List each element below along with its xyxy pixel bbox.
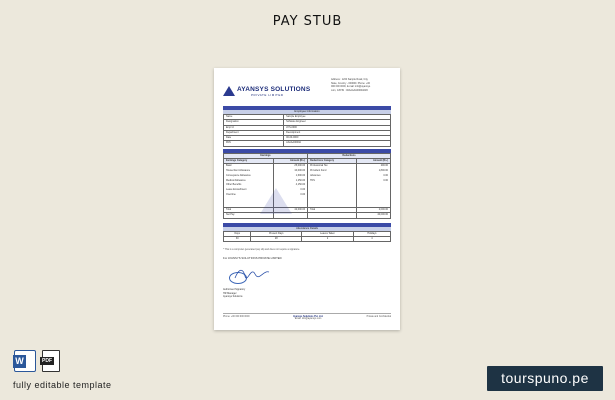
pdf-file-icon bbox=[42, 350, 60, 372]
earning-amount: 1,600.00 bbox=[274, 173, 308, 178]
field-label: Emp Id bbox=[224, 125, 284, 130]
total-label: Total bbox=[224, 207, 274, 212]
signatory-line: HR Manager bbox=[223, 291, 237, 295]
earning-label: Medical Allowance bbox=[224, 178, 274, 183]
total-label: Total bbox=[308, 207, 357, 212]
page-title: PAY STUB bbox=[272, 14, 343, 29]
deduction-label: Advances bbox=[308, 173, 357, 178]
net-pay-row bbox=[224, 213, 391, 218]
attendance-value: 30 bbox=[224, 236, 251, 241]
watermark-icon bbox=[260, 188, 292, 214]
earnings-header: Earnings bbox=[224, 153, 308, 158]
net-pay-value: 40,000.00 bbox=[357, 213, 391, 218]
earning-amount: 0.00 bbox=[274, 188, 308, 193]
address-line: Address : 1234 Sample Road, City, bbox=[331, 78, 369, 81]
address-line: com, GSTIN : 00AAAAA0000A0Z0 bbox=[331, 88, 368, 92]
attendance-section-title: Attendance Details bbox=[223, 227, 391, 231]
attendance-value: 28 bbox=[251, 236, 302, 241]
address-line: 000 000 0000, E-mail: info@ayansys. bbox=[331, 85, 371, 89]
table-row bbox=[224, 236, 391, 241]
deduction-amount: 0.00 bbox=[357, 178, 391, 183]
company-subtitle: PRIVATE LIMITED bbox=[251, 92, 284, 97]
field-value: AAAAA0000A bbox=[284, 141, 391, 146]
total-deductions: 2,000.00 bbox=[357, 207, 391, 212]
address-line: State, Country - 000000. Phone: +00 bbox=[331, 81, 371, 85]
field-value: Software Engineer bbox=[284, 120, 391, 125]
earning-label: House Rent Allowance bbox=[224, 169, 274, 174]
computer-generated-note: * This is a computer generated pay slip and does not require a signature. bbox=[223, 248, 301, 252]
field-value: 00-00-0000 bbox=[284, 136, 391, 141]
deductions-header: Deductions bbox=[308, 153, 391, 158]
footer-company-name: Ayansys Solutions Pvt. Ltd. bbox=[292, 316, 324, 318]
earning-amount: 25,000.00 bbox=[274, 164, 308, 169]
employee-table bbox=[223, 114, 391, 147]
column-header: Amount (Rs.) bbox=[357, 159, 391, 164]
earning-amount: 4,150.00 bbox=[274, 183, 308, 188]
field-value: AYS-0000 bbox=[284, 125, 391, 130]
signatory-line: Ayansys Solutions bbox=[223, 294, 243, 298]
earning-amount: 10,000.00 bbox=[274, 169, 308, 174]
logo-triangle-icon bbox=[223, 86, 235, 96]
footer-phone: Phone: +00 000 000 0000 bbox=[223, 316, 250, 318]
net-pay-label: Net Pay bbox=[224, 213, 274, 218]
footer-confidential: Private and Confidential bbox=[366, 316, 391, 318]
total-earnings: 42,000.00 bbox=[274, 207, 308, 212]
document-header bbox=[223, 74, 391, 100]
deduction-label: TDS bbox=[308, 178, 357, 183]
earning-label: Leave Encashment bbox=[224, 188, 274, 193]
document-footer bbox=[223, 313, 391, 320]
column-header: Holidays bbox=[353, 231, 390, 236]
earning-label: Basic bbox=[224, 164, 274, 169]
signatory-block bbox=[223, 288, 391, 298]
table-row bbox=[224, 141, 391, 146]
column-header: Present Days bbox=[251, 231, 302, 236]
signature-icon bbox=[233, 264, 273, 282]
earning-amount: 1,250.00 bbox=[274, 178, 308, 183]
word-file-icon bbox=[14, 350, 36, 372]
column-header: Deductions Category bbox=[308, 159, 357, 164]
signature-area bbox=[223, 264, 391, 286]
earning-label: Other Benefits bbox=[224, 183, 274, 188]
deduction-amount: 200.00 bbox=[357, 164, 391, 169]
field-label: Department bbox=[224, 130, 284, 135]
deduction-label: Provident Fund bbox=[308, 169, 357, 174]
for-company-line: For AYANSYS SOLUTIONS PRIVATE LIMITED bbox=[223, 256, 282, 261]
attendance-value: 4 bbox=[353, 236, 390, 241]
company-name: AYANSYS SOLUTIONS bbox=[237, 85, 311, 93]
field-value: Sample Employee bbox=[284, 115, 391, 120]
earning-label: Conveyance Allowance bbox=[224, 173, 274, 178]
earning-label: Overtime bbox=[224, 193, 274, 198]
word-icon-label: W bbox=[13, 355, 26, 368]
column-header: Earnings Category bbox=[224, 159, 274, 164]
field-label: Name bbox=[224, 115, 284, 120]
employee-section-title: Employee Information bbox=[223, 110, 391, 114]
field-label: Designation bbox=[224, 120, 284, 125]
deduction-label: Professional Tax bbox=[308, 164, 357, 169]
editable-template-caption: fully editable template bbox=[13, 380, 112, 390]
footer-company bbox=[293, 316, 323, 320]
brand-badge[interactable]: tourspuno.pe bbox=[487, 366, 603, 391]
field-label: Date bbox=[224, 136, 284, 141]
column-header: Days bbox=[224, 231, 251, 236]
column-header: Amount (Rs.) bbox=[274, 159, 308, 164]
table-row bbox=[224, 197, 391, 207]
column-header: Leaves Taken bbox=[302, 231, 354, 236]
pdf-icon-label: PDF bbox=[42, 358, 52, 364]
signatory-line: Authorised Signatory bbox=[223, 288, 246, 292]
earnings-deductions-table bbox=[223, 153, 391, 219]
attendance-value: 2 bbox=[302, 236, 354, 241]
attendance-table bbox=[223, 231, 391, 243]
company-address bbox=[331, 78, 391, 100]
pay-stub-document bbox=[214, 68, 400, 330]
deduction-amount: 1,800.00 bbox=[357, 169, 391, 174]
company-logo bbox=[223, 82, 310, 100]
file-format-icons bbox=[14, 350, 60, 372]
field-label: PAN bbox=[224, 141, 284, 146]
footer-email: Email: info@ayansys.com bbox=[294, 318, 322, 320]
field-value: Development bbox=[284, 130, 391, 135]
deduction-amount: 0.00 bbox=[357, 173, 391, 178]
earning-amount: 0.00 bbox=[274, 193, 308, 198]
